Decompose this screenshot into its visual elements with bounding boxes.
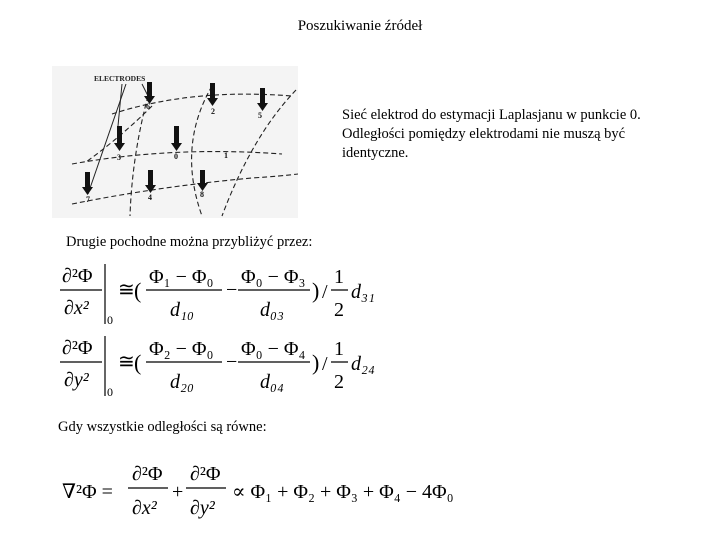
laplacian-lhs: ∇²Φ = (62, 481, 113, 503)
approx-symbol: ≅ (118, 279, 135, 301)
fraction1-numerator: ∂²Φ (132, 463, 163, 485)
lhs-numerator: ∂²Φ (62, 265, 93, 287)
fraction2-numerator: ∂²Φ (190, 463, 221, 485)
lhs-numerator: ∂²Φ (62, 337, 93, 359)
node-label: 7 (86, 195, 90, 204)
figure-description: Sieć elektrod do estymacji Laplasjanu w punkcie 0. Odległości pomiędzy elektrodami nie muszą być identyczne. (342, 107, 641, 161)
minus-sign: − (226, 279, 238, 301)
half-numerator: 1 (334, 266, 344, 288)
node-label: 4 (148, 193, 152, 202)
approx-symbol: ≅ (118, 351, 135, 373)
plus-sign: + (172, 481, 184, 503)
node-label: 0 (174, 152, 178, 161)
node-label: 8 (200, 190, 204, 199)
term2-numerator: Φ₀ − Φ₃ (241, 266, 306, 288)
slash: / (322, 353, 328, 375)
node-label: 5 (258, 111, 262, 120)
half-numerator: 1 (334, 338, 344, 360)
node-label: 3 (117, 153, 121, 162)
term1-denominator: d₁₀ (170, 299, 194, 321)
distance-term: d₃₁ (351, 281, 375, 303)
distance-term: d₂₄ (351, 353, 375, 375)
equation-laplacian (60, 460, 480, 526)
open-paren: ( (134, 278, 142, 303)
term2-denominator: d₀₃ (260, 299, 284, 321)
half-denominator: 2 (334, 299, 344, 321)
slash: / (322, 281, 328, 303)
equal-distances-label: Gdy wszystkie odległości są równe: (58, 419, 267, 435)
term1-denominator: d₂₀ (170, 371, 194, 393)
node-label: 6 (146, 102, 150, 111)
open-paren: ( (134, 350, 142, 375)
evaluation-point: 0 (107, 313, 113, 327)
term1-numerator: Φ₁ − Φ₀ (149, 266, 214, 288)
term2-denominator: d₀₄ (260, 371, 284, 393)
node-label: 1 (224, 151, 228, 160)
lhs-denominator: ∂y² (64, 369, 89, 391)
minus-sign: − (226, 351, 238, 373)
close-paren: ) (312, 350, 320, 375)
half-denominator: 2 (334, 371, 344, 393)
fraction2-denominator: ∂y² (190, 497, 215, 519)
electrode-grid-figure (52, 66, 298, 218)
lhs-denominator: ∂x² (64, 297, 89, 319)
second-derivatives-label: Drugie pochodne można przybliżyć przez: (66, 234, 313, 250)
equation-x-derivative (56, 262, 386, 330)
electrodes-label: ELECTRODES (94, 74, 146, 83)
term1-numerator: Φ₂ − Φ₀ (149, 338, 214, 360)
page-title: Poszukiwanie źródeł (297, 18, 423, 34)
node-label: 2 (211, 107, 215, 116)
fraction1-denominator: ∂x² (132, 497, 157, 519)
evaluation-point: 0 (107, 385, 113, 399)
equation-y-derivative (56, 334, 386, 402)
term2-numerator: Φ₀ − Φ₄ (241, 338, 306, 360)
laplacian-rhs: ∝ Φ₁ + Φ₂ + Φ₃ + Φ₄ − 4Φ₀ (232, 481, 454, 503)
close-paren: ) (312, 278, 320, 303)
